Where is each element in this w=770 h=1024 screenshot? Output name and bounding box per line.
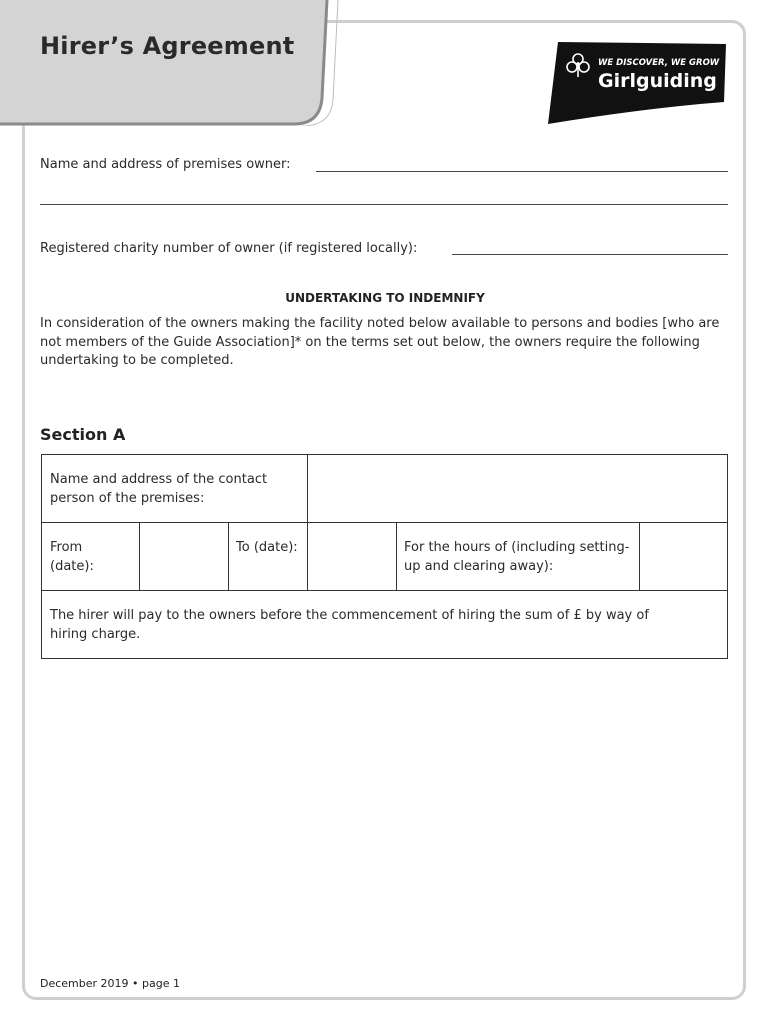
logo-tagline: WE DISCOVER, WE GROW bbox=[598, 58, 720, 68]
undertaking-text: In consideration of the owners making the facility noted below available to persons and bodies [who are not members of the Guide Association]* on the terms set out below, the owners require the following undertaking to be completed. bbox=[40, 316, 720, 368]
to-date-label: To (date): bbox=[236, 540, 298, 555]
charity-number-line[interactable] bbox=[452, 254, 728, 255]
contact-person-field[interactable] bbox=[308, 455, 727, 522]
section-a-table bbox=[41, 454, 728, 659]
title-tab bbox=[0, 0, 340, 126]
table-col-divider bbox=[228, 522, 229, 590]
section-a-title: Section A bbox=[40, 425, 126, 444]
girlguiding-logo bbox=[546, 40, 728, 124]
hiring-charge-text: The hirer will pay to the owners before the commencement of hiring the sum of £ by way of hiring charge. bbox=[50, 608, 649, 642]
to-date-field[interactable] bbox=[308, 523, 396, 590]
from-date-label: From (date): bbox=[50, 540, 94, 574]
contact-person-label: Name and address of the contact person of the premises: bbox=[50, 472, 268, 506]
undertaking-heading: UNDERTAKING TO INDEMNIFY bbox=[285, 291, 485, 305]
hours-label: For the hours of (including setting-up and clearing away): bbox=[404, 540, 630, 574]
hours-field[interactable] bbox=[640, 523, 727, 590]
charity-number-label: Registered charity number of owner (if registered locally): bbox=[40, 241, 418, 256]
table-row-divider bbox=[42, 590, 727, 591]
from-date-field[interactable] bbox=[140, 523, 228, 590]
page-footer: December 2019 • page 1 bbox=[40, 977, 180, 990]
premises-owner-label: Name and address of premises owner: bbox=[40, 157, 291, 172]
table-col-divider bbox=[396, 522, 397, 590]
premises-owner-line-1[interactable] bbox=[316, 171, 728, 172]
premises-owner-line-2[interactable] bbox=[40, 204, 728, 205]
document-title: Hirer’s Agreement bbox=[40, 32, 295, 60]
logo-brand: Girlguiding bbox=[598, 70, 717, 92]
